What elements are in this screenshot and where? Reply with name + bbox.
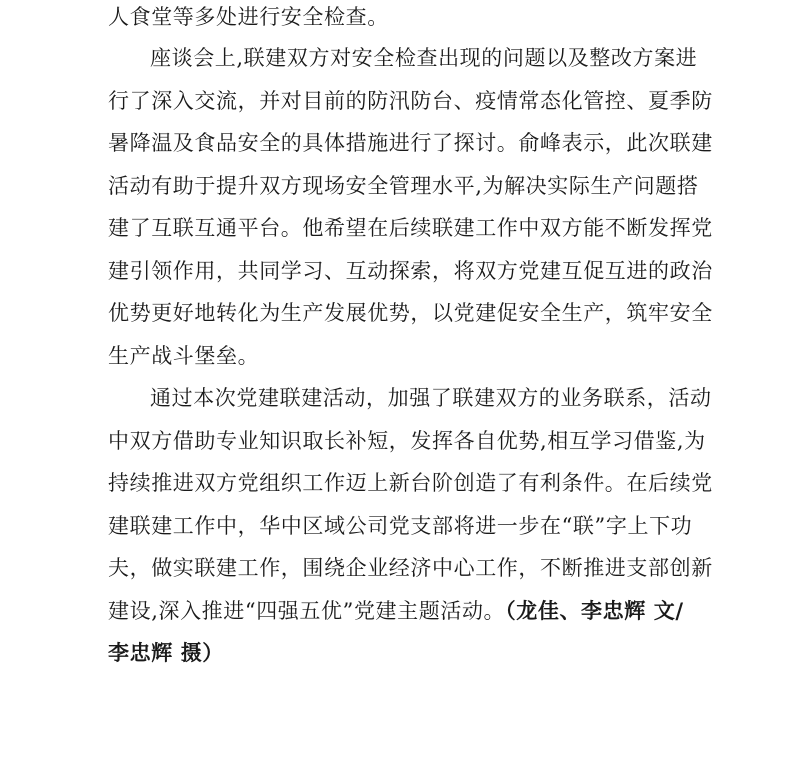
paragraph-line: 行了深入交流，并对目前的防汛防台、疫情常态化管控、夏季防 — [108, 89, 713, 113]
paragraph-line: 座谈会上,联建双方对安全检查出现的问题以及整改方案进 — [150, 46, 698, 70]
paragraph-line: 建引领作用，共同学习、互动探索，将双方党建互促互进的政治 — [108, 259, 713, 283]
paragraph-line: 夫，做实联建工作，围绕企业经济中心工作，不断推进支部创新 — [108, 556, 713, 580]
paragraph-line: 人食堂等多处进行安全检查。 — [108, 5, 389, 29]
paragraph-line: 建了互联互通平台。他希望在后续联建工作中双方能不断发挥党 — [108, 216, 713, 240]
paragraph-line: 中双方借助专业知识取长补短，发挥各自优势,相互学习借鉴,为 — [108, 429, 706, 453]
paragraph-line: 暑降温及食品安全的具体措施进行了探讨。俞峰表示，此次联建 — [108, 131, 713, 155]
paragraph-line: 生产战斗堡垒。 — [108, 344, 260, 368]
paragraph-line: 活动有助于提升双方现场安全管理水平,为解决实际生产问题搭 — [108, 174, 699, 198]
paragraph-line: 持续推进双方党组织工作迈上新台阶创造了有利条件。在后续党 — [108, 471, 713, 495]
paragraph-line — [108, 596, 684, 626]
paragraph-line: 优势更好地转化为生产发展优势，以党建促安全生产，筑牢安全 — [108, 301, 713, 325]
credit-text: （龙佳、李忠辉 文/ — [505, 598, 684, 623]
credit-line: 李忠辉 摄） — [108, 640, 224, 665]
paragraph-line: 建联建工作中，华中区域公司党支部将进一步在“联”字上下功 — [108, 514, 693, 538]
paragraph-line: 通过本次党建联建活动，加强了联建双方的业务联系，活动 — [150, 386, 712, 410]
paragraph-text: 建设,深入推进“四强五优”党建主题活动。 — [108, 599, 506, 623]
